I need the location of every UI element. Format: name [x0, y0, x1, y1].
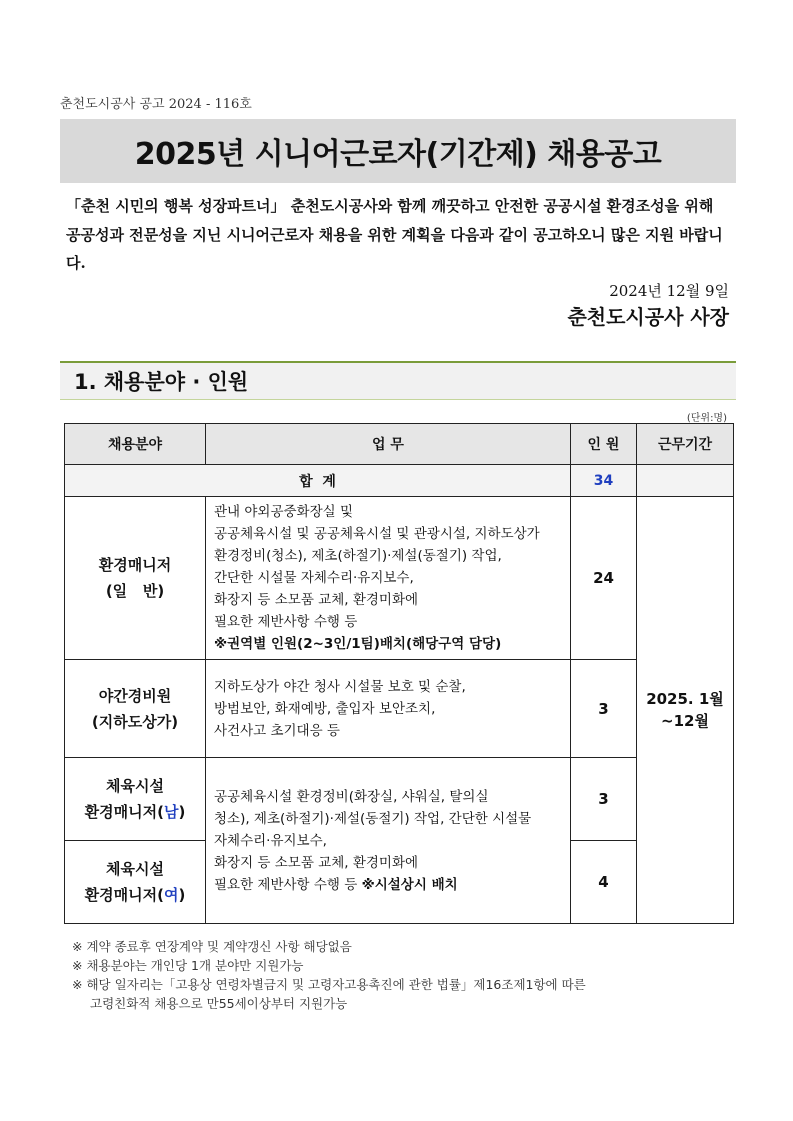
- field-cell: [65, 497, 206, 660]
- table-row: [65, 660, 734, 758]
- header-count: 인 원: [571, 424, 637, 465]
- field-subname-text: 환경매니저(: [84, 886, 164, 904]
- duty-cell: [206, 497, 571, 660]
- count-cell: 3: [571, 660, 637, 758]
- duty-line: [214, 874, 562, 896]
- field-subname: (일 반): [105, 582, 165, 600]
- notice-number: 춘천도시공사 공고 2024 - 116호: [60, 97, 252, 112]
- field-cell: [65, 758, 206, 841]
- field-name: 체육시설: [106, 777, 164, 795]
- duty-cell: [206, 660, 571, 758]
- total-label: 합 계: [65, 465, 571, 497]
- shared-duty-cell: [206, 758, 571, 924]
- field-subname-text: 환경매니저(: [84, 803, 164, 821]
- duty-line: 청소), 제초(하절기)·제설(동절기) 작업, 간단한 시설물: [214, 810, 532, 827]
- count-cell: 4: [571, 841, 637, 924]
- notes-block: [72, 937, 732, 1013]
- unit-label: (단위:명): [686, 413, 727, 424]
- field-name: 환경매니저: [98, 556, 172, 574]
- count-cell: 24: [571, 497, 637, 660]
- duty-line: 관내 야외공중화장실 및: [214, 504, 353, 520]
- note-item: ※ 채용분야는 개인당 1개 분야만 지원가능: [72, 958, 304, 973]
- field-name: 체육시설: [106, 860, 164, 878]
- duty-line: 자체수리·유지보수,: [214, 832, 327, 849]
- note-continuation: 고령친화적 채용으로 만55세이상부터 지원가능: [90, 996, 348, 1011]
- field-name: 야간경비원: [98, 686, 172, 705]
- section-title: 1. 채용분야 · 인원: [74, 370, 249, 394]
- header-duty: 업 무: [206, 424, 571, 465]
- duty-note: ※시설상시 배치: [361, 876, 458, 893]
- duty-line-text: 필요한 제반사항 수행 등: [214, 876, 362, 893]
- duty-line: 공공체육시설 및 공공체육시설 및 관광시설, 지하도상가: [214, 526, 540, 542]
- period-start: 2025. 1월: [646, 690, 724, 708]
- field-subname: (지하도상가): [91, 712, 179, 731]
- note-item: ※ 해당 일자리는「고용상 연령차별금지 및 고령자고용촉진에 관한 법률」제16조제1항에 따른: [72, 977, 586, 992]
- total-row: [65, 465, 734, 497]
- duty-line: 환경정비(청소), 제초(하절기)·제설(동절기) 작업,: [214, 548, 502, 564]
- intro-paragraph: 「춘천 시민의 행복 성장파트너」 춘천도시공사와 함께 깨끗하고 안전한 공공시설 환경조성을 위해 공공성과 전문성을 지닌 시니어근로자 채용을 위한 계획을 다음과 같이 공고하오니 많은 지원 바랍니다.: [66, 197, 723, 272]
- notice-date: 2024년 12월 9일: [609, 282, 729, 300]
- duty-line: 화장지 등 소모품 교체, 환경미화에: [214, 854, 419, 871]
- field-subname: [65, 882, 205, 908]
- duty-note: ※권역별 인원(2~3인/1팀)배치(해당구역 담당): [214, 636, 502, 652]
- duty-line: 간단한 시설물 자체수리·유지보수,: [214, 570, 414, 586]
- table-row: [65, 758, 734, 841]
- table-header-row: [65, 424, 734, 465]
- total-empty-cell: [637, 465, 734, 497]
- field-cell: [65, 660, 206, 758]
- total-value: 34: [571, 465, 637, 497]
- period-end: ~12월: [661, 712, 709, 730]
- field-cell: [65, 841, 206, 924]
- period-cell: [637, 497, 734, 924]
- page-title: 2025년 시니어근로자(기간제) 채용공고: [134, 137, 662, 172]
- duty-line: 방범보안, 화재예방, 출입자 보안조치,: [214, 700, 436, 717]
- note-item: ※ 계약 종료후 연장계약 및 계약갱신 사항 해당없음: [72, 939, 352, 954]
- recruitment-table: [64, 423, 734, 924]
- duty-line: 지하도상가 야간 청사 시설물 보호 및 순찰,: [214, 678, 466, 695]
- issuer-name: 춘천도시공사 사장: [567, 305, 729, 329]
- duty-line: 화장지 등 소모품 교체, 환경미화에: [214, 592, 419, 608]
- duty-line: 필요한 제반사항 수행 등: [214, 614, 358, 630]
- duty-line: 사건사고 초기대응 등: [214, 722, 340, 739]
- field-subname-close: ): [178, 886, 186, 904]
- table-row: [65, 497, 734, 660]
- header-period: 근무기간: [637, 424, 734, 465]
- gender-label: 여: [163, 886, 179, 904]
- duty-line: 공공체육시설 환경정비(화장실, 샤워실, 탈의실: [214, 788, 489, 805]
- header-field: 채용분야: [65, 424, 206, 465]
- count-cell: 3: [571, 758, 637, 841]
- field-subname-close: ): [178, 803, 186, 821]
- gender-label: 남: [163, 803, 179, 821]
- field-subname: [65, 799, 205, 825]
